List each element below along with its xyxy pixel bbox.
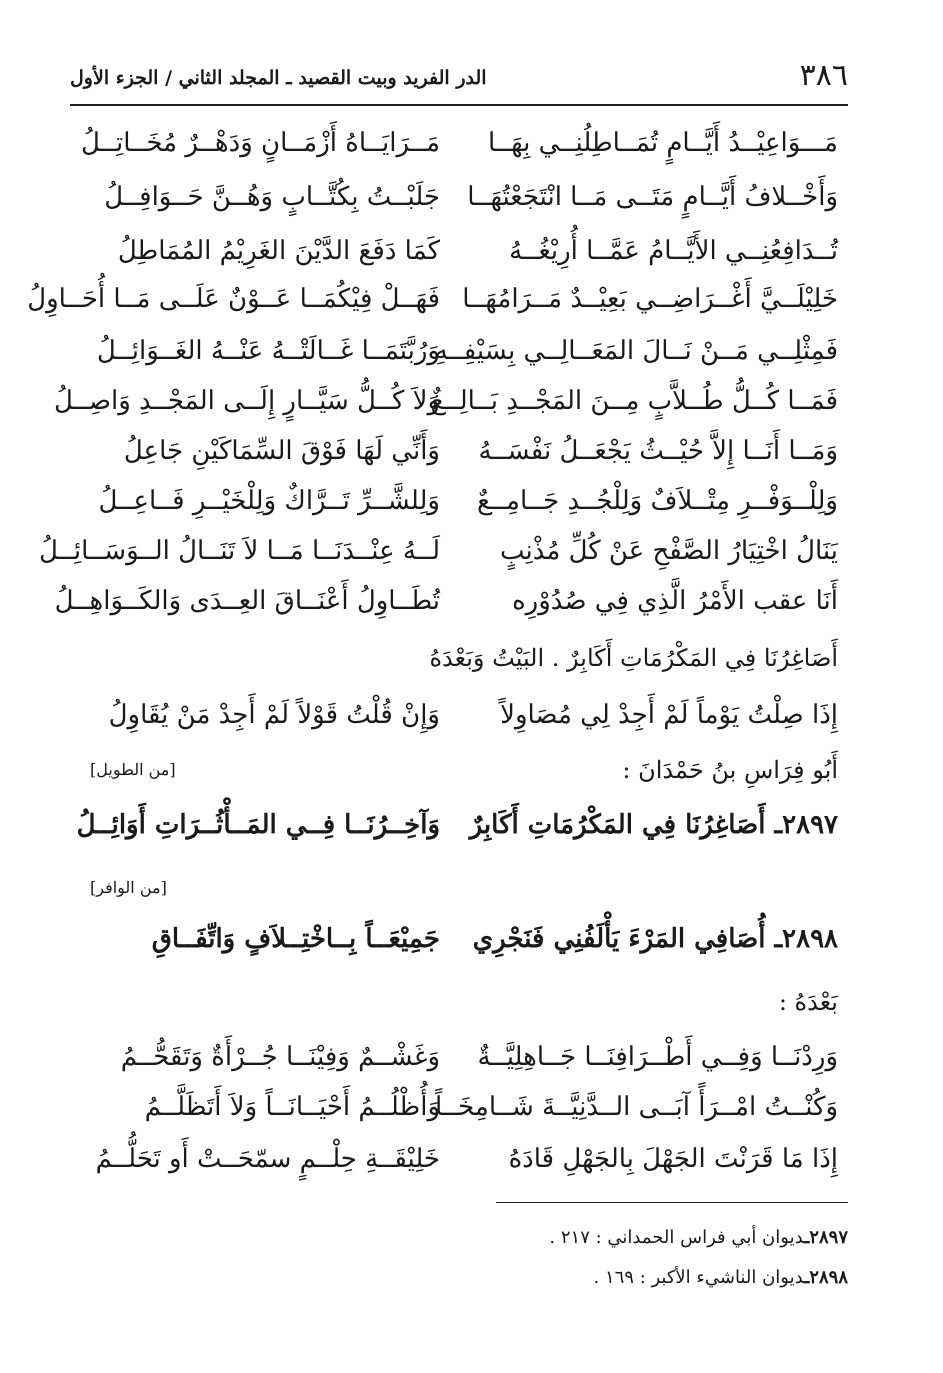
first-hemistich: يَنَالُ اخْتِيَارُ الصَّفْحِ عَنْ كُلِّ مُذْنِبٍ <box>499 536 838 566</box>
first-hemistich: وَأَخْــلافُ أَيَّــامٍ مَتَــى مَــا انْتَجَعْتُهَــا <box>467 182 838 212</box>
first-hemistich: وَمَــا أَنَــا إِلاَّ حُيْــثُ يَجْعَــلُ نَفْسَــهُ <box>478 436 838 466</box>
second-hemistich: تُطَــاوِلُ أَعْنَــاقَ العِــدَى وَالكَــوَاهِــلُ <box>54 586 440 616</box>
verse-line <box>90 690 838 740</box>
page-header <box>70 56 848 100</box>
first-hemistich: ٢٨٩٧ـ أَصَاغِرُنَا فِي المَكْرُمَاتِ أَكَابِرٌ <box>469 810 838 840</box>
second-hemistich: وَإِنْ قُلْتُ قَوْلاً لَمْ أَجِدْ مَنْ يُقَاوِلُ <box>108 700 440 730</box>
first-hemistich: وَكُنْــتُ امْــرَأً آبَــى الــدَّنِيَّــةَ شَــامِخَــاً <box>434 1092 838 1122</box>
footnote-text: ديوان أبي فراس الحمداني : ٢١٧ . <box>549 1227 805 1248</box>
second-hemistich: وَلاَ كُــلُّ سَيَّــارٍ إِلَــى المَجْــدِ وَاصِــلُ <box>53 386 440 416</box>
verse-line <box>90 1082 838 1132</box>
second-hemistich: وَأُظْلُــمُ أَحْيَــانَــاً وَلاَ أَتَظَلَّــمُ <box>144 1092 440 1122</box>
footnote-number: ٢٨٩٧ـ <box>804 1227 848 1248</box>
second-hemistich: وَلِلشَّــرِّ تَــرَّاكٌ وَلِلْخَيْــرِ فَــاعِــلُ <box>98 486 440 516</box>
second-hemistich: وَآخِــرُنَــا فِــي المَــأْثُــرَاتِ أَوَائِــلُ <box>76 810 440 840</box>
page-number: ٣٨٦ <box>799 58 848 93</box>
footnote <box>549 1222 848 1254</box>
second-hemistich: وَأَنِّي لَهَا فَوْقَ السِّمَاكَيْنِ جَاعِلُ <box>123 436 440 466</box>
running-title: الدر الفريد وبيت القصيد ـ المجلد الثاني / الجزء الأول <box>70 67 487 89</box>
verse-line <box>90 172 838 222</box>
verse-line <box>54 576 838 626</box>
second-hemistich: وَرُبَّتَمَــا غَــالَتْــهُ عَنْــهُ الغَــوَائِــلُ <box>96 336 440 366</box>
footnote-number: ٢٨٩٨ـ <box>804 1267 848 1288</box>
second-hemistich: خَلِيْقَــةِ حِلْــمٍ سمّحَــتْ أَو تَحَلُّــمُ <box>95 1144 440 1174</box>
meter-label: [من الوافر] <box>90 878 167 897</box>
meter-label: [من الطويل] <box>90 760 176 779</box>
first-hemistich: وَرِدْنَــا وَفِــي أَطْــرَافِنَــا جَــاهِلِيَّــةٌ <box>477 1042 838 1072</box>
first-hemistich: فَمِثْلِــي مَــنْ نَــالَ المَعَــالِــي بِسَيْفِــهِ <box>434 336 838 366</box>
footnote <box>594 1262 849 1294</box>
footnote-rule <box>496 1202 848 1203</box>
footnote-text: ديوان الناشيء الأكبر : ١٦٩ . <box>593 1267 805 1288</box>
second-hemistich: كَمَا دَفَعَ الدَّيْنَ الغَرِيْمُ المُمَاطِلُ <box>117 236 440 266</box>
first-hemistich: تُــدَافِعُنِــي الأَيَّــامُ عَمَّــا أُرِيْغُــهُ <box>509 236 838 266</box>
first-hemistich: إِذَا صِلْتُ يَوْماً لَمْ أَجِدْ لِي مُصَاوِلاً <box>500 700 838 730</box>
header-rule <box>70 104 848 106</box>
intro-text: أَصَاغِرُنَا فِي المَكْرُمَاتِ أَكَابِرٌ . البَيْتُ وَبَعْدَهُ <box>429 644 838 672</box>
first-hemistich: مَـــوَاعِيْــدُ أَيَّــامٍ تُمَــاطِلُنِــي بِهَــا <box>487 128 838 158</box>
first-hemistich: خَلِيْلَــيَّ أَغْــرَاضِــي بَعِيْــدٌ مَــرَامُهَــا <box>462 284 838 314</box>
first-hemistich: ٢٨٩٨ـ أُصَافِي المَرْءَ يَأْلَفُنِي فَنَجْرِي <box>472 924 838 954</box>
verse-line <box>90 426 838 476</box>
verse-line <box>90 1032 838 1082</box>
second-hemistich: جَلَبْــتُ بِكُتَّــابٍ وَهُــنَّ حَــوَافِــلُ <box>104 182 440 212</box>
verse-line <box>90 1134 838 1184</box>
first-hemistich: أَنَا عقب الأَمْرُ الَّذِي فِي صُدُوْرِه <box>512 586 838 616</box>
verse-line <box>81 118 838 168</box>
second-hemistich: مَــرَايَــاهُ أَزْمَــانٍ وَدَهْــرٌ مُخَــاتِــلُ <box>81 128 440 158</box>
first-hemistich: فَمَــا كُــلُّ طُــلاَّبٍ مِــنَ المَجْــدِ بَــالِــغٌ <box>430 386 838 416</box>
intro-text: بَعْدَهُ : <box>778 988 838 1016</box>
poet-attribution: أَبُو فِرَاسِ بنُ حَمْدَانَ : <box>622 756 838 784</box>
second-hemistich: جَمِيْعَــاً بِــاخْتِــلاَفٍ وَاتِّفَــاقِ <box>151 924 440 954</box>
verse-line <box>90 326 838 376</box>
second-hemistich: لَــهُ عِنْــدَنَــا مَــا لاَ تَنَــالُ الــوَسَــائِــلُ <box>38 536 440 566</box>
numbered-verse <box>90 914 838 964</box>
second-hemistich: وَغَشْــمٌ وَفِيْنَــا جُــرْأَةٌ وَتَقَحُّــمُ <box>120 1042 440 1072</box>
verse-line <box>90 226 838 276</box>
verse-line <box>53 376 838 426</box>
verse-line <box>27 274 838 324</box>
numbered-verse <box>76 800 838 850</box>
first-hemistich: وَلِلْــوَفْــرِ مِتْــلاَفٌ وَلِلْجُــدِ جَــامِــعٌ <box>476 486 838 516</box>
verse-line <box>90 476 838 526</box>
verse-line <box>38 526 838 576</box>
second-hemistich: فَهَــلْ فِيْكُمَــا عَــوْنٌ عَلَــى مَــا أُحَــاوِلُ <box>27 284 440 314</box>
first-hemistich: إِذَا مَا قَرَنْتَ الجَهْلَ بِالجَهْلِ قَادَهُ <box>508 1144 838 1174</box>
